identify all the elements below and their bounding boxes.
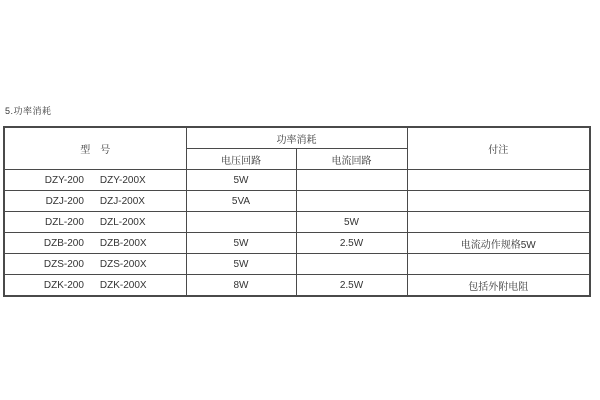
model-cell	[4, 254, 186, 275]
current-circuit-cell: 2.5W	[296, 275, 407, 297]
note-cell	[407, 191, 590, 212]
model-name: DZK-200	[43, 279, 84, 291]
table-row	[4, 170, 590, 191]
column-header-current-circuit: 电流回路	[296, 149, 407, 170]
table-row	[4, 212, 590, 233]
model-name: DZK-200X	[99, 279, 147, 291]
current-circuit-cell: 2.5W	[296, 233, 407, 254]
section-title: 5.功率消耗	[5, 106, 52, 116]
voltage-circuit-cell: 5VA	[186, 191, 296, 212]
model-cell	[4, 212, 186, 233]
model-cell	[4, 191, 186, 212]
table-row	[4, 233, 590, 254]
header-row-top	[4, 127, 590, 149]
model-name: DZY-200X	[99, 174, 146, 186]
model-cell	[4, 275, 186, 297]
voltage-circuit-cell: 5W	[186, 254, 296, 275]
model-name: DZY-200	[44, 174, 84, 186]
note-cell	[407, 212, 590, 233]
table-row	[4, 191, 590, 212]
column-header-note: 付注	[407, 127, 590, 170]
voltage-circuit-cell: 8W	[186, 275, 296, 297]
model-cell	[4, 170, 186, 191]
current-circuit-cell	[296, 170, 407, 191]
note-cell: 包括外附电阻	[407, 275, 590, 297]
voltage-circuit-cell	[186, 212, 296, 233]
current-circuit-cell	[296, 191, 407, 212]
note-cell: 电流动作规格5W	[407, 233, 590, 254]
power-consumption-table	[3, 126, 591, 297]
note-cell	[407, 170, 590, 191]
model-name: DZL-200	[45, 216, 84, 228]
voltage-circuit-cell: 5W	[186, 233, 296, 254]
table-row	[4, 254, 590, 275]
model-name: DZL-200X	[99, 216, 146, 228]
model-name: DZJ-200X	[99, 195, 145, 207]
table-row	[4, 275, 590, 297]
model-name: DZS-200X	[99, 258, 147, 270]
voltage-circuit-cell: 5W	[186, 170, 296, 191]
model-name: DZB-200X	[99, 237, 147, 249]
column-header-power-group: 功率消耗	[186, 127, 407, 149]
model-name: DZS-200	[43, 258, 84, 270]
column-header-voltage-circuit: 电压回路	[186, 149, 296, 170]
column-header-model: 型 号	[4, 127, 186, 170]
model-cell	[4, 233, 186, 254]
power-consumption-table-container	[3, 126, 591, 297]
current-circuit-cell	[296, 254, 407, 275]
model-name: DZJ-200	[45, 195, 84, 207]
current-circuit-cell: 5W	[296, 212, 407, 233]
model-name: DZB-200	[43, 237, 84, 249]
note-cell	[407, 254, 590, 275]
